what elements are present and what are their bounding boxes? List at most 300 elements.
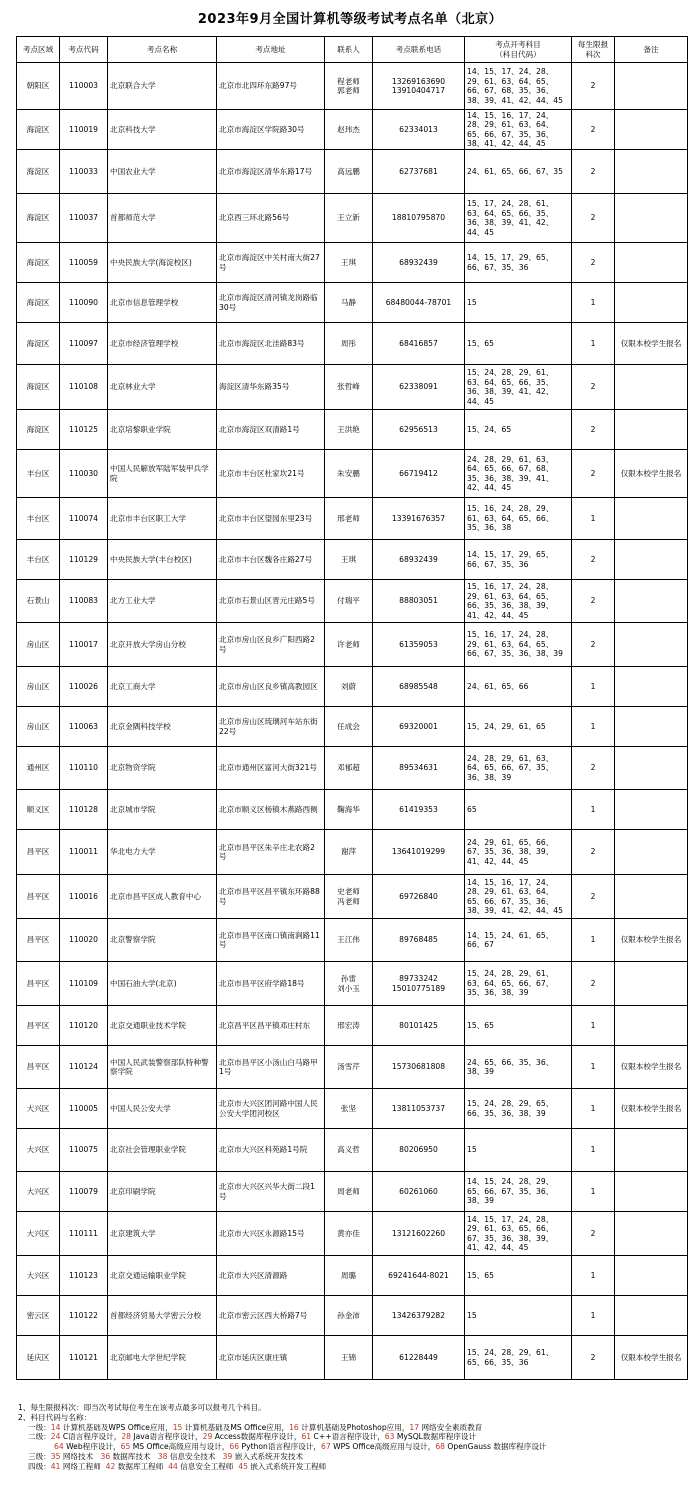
- subject-level-label: 一级：: [28, 1422, 51, 1432]
- cell-subjects: 15、24、28、29、65、66、35、36、38、39: [465, 1089, 572, 1129]
- cell-address: 北京市丰台区杜家坎21号: [217, 450, 325, 498]
- cell-subjects: 14、15、16、17、24、28、29、61、63、64、65、66、67、35、36、38、41、42、44、45: [465, 110, 572, 150]
- subject-code: 41: [50, 1461, 61, 1471]
- subject-name: 数据库工程师: [115, 1461, 169, 1471]
- cell-note: [615, 1212, 688, 1256]
- cell-code: 110003: [60, 63, 108, 110]
- cell-address: 北京市昌平区朱辛庄北农路2号: [217, 830, 325, 875]
- cell-code: 110111: [60, 1212, 108, 1256]
- cell-code: 110109: [60, 962, 108, 1006]
- cell-note: [615, 1129, 688, 1172]
- cell-contact: 鞠海华: [325, 790, 373, 830]
- cell-limit: 2: [572, 1212, 615, 1256]
- subject-code: 16: [289, 1422, 299, 1432]
- notes-section: [18, 1403, 688, 1472]
- cell-site-name: 中国石油大学(北京): [108, 962, 217, 1006]
- cell-subjects: 65: [465, 790, 572, 830]
- cell-address: 北京市海淀区双清路1号: [217, 410, 325, 450]
- cell-address: 北京西三环北路56号: [217, 194, 325, 243]
- table-row: [17, 450, 688, 498]
- cell-area: 昌平区: [17, 830, 60, 875]
- cell-contact: 孙金沛: [325, 1296, 373, 1336]
- subject-name: Access数据库程序设计，: [212, 1432, 302, 1442]
- cell-code: 110033: [60, 150, 108, 194]
- cell-phone: 13121602260: [373, 1212, 465, 1256]
- cell-note: [615, 875, 688, 919]
- table-row: [17, 875, 688, 919]
- cell-limit: 2: [572, 365, 615, 410]
- cell-code: 110097: [60, 323, 108, 365]
- cell-contact: 马静: [325, 283, 373, 323]
- subject-code: 28: [121, 1432, 131, 1442]
- cell-phone: 66719412: [373, 450, 465, 498]
- table-row: [17, 1256, 688, 1296]
- cell-phone: 13641019299: [373, 830, 465, 875]
- subject-level-line: [18, 1462, 688, 1472]
- cell-code: 110011: [60, 830, 108, 875]
- subject-name: 信息安全技术: [167, 1451, 223, 1461]
- cell-limit: 2: [572, 194, 615, 243]
- cell-address: 北京市北四环东路97号: [217, 63, 325, 110]
- cell-subjects: 15: [465, 1129, 572, 1172]
- cell-site-name: 中央民族大学(丰台校区): [108, 540, 217, 580]
- cell-area: 海淀区: [17, 323, 60, 365]
- cell-address: 北京市丰台区望园东里23号: [217, 498, 325, 540]
- cell-area: 丰台区: [17, 540, 60, 580]
- cell-site-name: 北京联合大学: [108, 63, 217, 110]
- cell-note: [615, 1296, 688, 1336]
- subject-level-line: [18, 1423, 688, 1433]
- cell-area: 朝阳区: [17, 63, 60, 110]
- cell-area: 延庆区: [17, 1336, 60, 1380]
- cell-note: 仅限本校学生报名: [615, 323, 688, 365]
- cell-address: 北京市大兴区兴华大街二段1号: [217, 1172, 325, 1212]
- cell-site-name: 北京市经济管理学校: [108, 323, 217, 365]
- cell-subjects: 15、16、24、28、29、61、63、64、65、66、35、36、38: [465, 498, 572, 540]
- cell-site-name: 北京邮电大学世纪学院: [108, 1336, 217, 1380]
- cell-contact: 许老师: [325, 623, 373, 667]
- cell-phone: 89534631: [373, 747, 465, 790]
- cell-note: 仅限本校学生报名: [615, 1046, 688, 1089]
- subject-code: 45: [238, 1461, 248, 1471]
- cell-site-name: 中国人民公安大学: [108, 1089, 217, 1129]
- cell-limit: 2: [572, 150, 615, 194]
- subject-code: 15: [172, 1422, 183, 1432]
- cell-contact: 张哲峰: [325, 365, 373, 410]
- cell-area: 房山区: [17, 667, 60, 707]
- cell-code: 110037: [60, 194, 108, 243]
- cell-site-name: 北京市丰台区职工大学: [108, 498, 217, 540]
- cell-phone: 89768485: [373, 919, 465, 962]
- cell-contact: 史老师 冯老师: [325, 875, 373, 919]
- cell-area: 丰台区: [17, 498, 60, 540]
- cell-limit: 2: [572, 540, 615, 580]
- cell-area: 海淀区: [17, 283, 60, 323]
- header-phone: 考点联系电话: [373, 37, 465, 63]
- cell-site-name: 北京警察学院: [108, 919, 217, 962]
- note-limit-explanation: 1、每生限报科次：即当次考试每位考生在该考点最多可以报考几个科目。: [18, 1403, 266, 1412]
- header-name: 考点名称: [108, 37, 217, 63]
- cell-limit: 2: [572, 875, 615, 919]
- subject-name: 网络安全素质教育: [419, 1422, 483, 1432]
- table-row: [17, 194, 688, 243]
- cell-code: 110083: [60, 580, 108, 623]
- cell-note: [615, 623, 688, 667]
- cell-phone: 68416857: [373, 323, 465, 365]
- cell-area: 通州区: [17, 747, 60, 790]
- note-subject-codes-heading: 2、科目代码与名称：: [18, 1412, 92, 1422]
- cell-phone: 68985548: [373, 667, 465, 707]
- cell-note: [615, 1006, 688, 1046]
- cell-contact: 王锦: [325, 1336, 373, 1380]
- cell-contact: 邓郁超: [325, 747, 373, 790]
- cell-limit: 1: [572, 1256, 615, 1296]
- cell-limit: 2: [572, 623, 615, 667]
- table-row: [17, 623, 688, 667]
- cell-phone: 69726840: [373, 875, 465, 919]
- cell-note: 仅限本校学生报名: [615, 450, 688, 498]
- cell-subjects: 14、15、24、28、29、65、66、67、35、36、38、39: [465, 1172, 572, 1212]
- cell-contact: 周老师: [325, 1172, 373, 1212]
- cell-contact: 王琪: [325, 540, 373, 580]
- cell-site-name: 北方工业大学: [108, 580, 217, 623]
- table-row: [17, 1172, 688, 1212]
- subject-name: Web程序设计，: [63, 1442, 121, 1452]
- subject-code: 67: [320, 1442, 331, 1452]
- cell-code: 110122: [60, 1296, 108, 1336]
- cell-subjects: 14、15、17、29、65、66、67、35、36: [465, 540, 572, 580]
- cell-code: 110020: [60, 919, 108, 962]
- table-row: [17, 365, 688, 410]
- cell-area: 海淀区: [17, 410, 60, 450]
- cell-limit: 2: [572, 580, 615, 623]
- cell-phone: 61228449: [373, 1336, 465, 1380]
- cell-subjects: 14、15、24、61、65、66、67: [465, 919, 572, 962]
- cell-site-name: 华北电力大学: [108, 830, 217, 875]
- cell-subjects: 15、24、28、29、61、65、66、35、36: [465, 1336, 572, 1380]
- subject-level-label: 四级：: [28, 1461, 51, 1471]
- cell-subjects: 15、24、28、29、61、63、64、65、66、67、35、36、38、39: [465, 962, 572, 1006]
- cell-limit: 1: [572, 1296, 615, 1336]
- cell-code: 110090: [60, 283, 108, 323]
- header-limit: 每生限报 科次: [572, 37, 615, 63]
- cell-subjects: 14、15、17、29、65、66、67、35、36: [465, 243, 572, 283]
- cell-area: 房山区: [17, 707, 60, 747]
- cell-code: 110121: [60, 1336, 108, 1380]
- subject-name: 嵌入式系统开发技术: [232, 1451, 304, 1461]
- cell-note: [615, 540, 688, 580]
- cell-note: [615, 747, 688, 790]
- cell-contact: 周璐: [325, 1256, 373, 1296]
- subject-code: 38: [157, 1451, 168, 1461]
- cell-site-name: 北京市信息管理学校: [108, 283, 217, 323]
- cell-subjects: 15、16、17、24、28、29、61、63、64、65、66、67、35、36、38、39: [465, 623, 572, 667]
- cell-phone: 69320001: [373, 707, 465, 747]
- header-contact: 联系人: [325, 37, 373, 63]
- cell-phone: 13391676357: [373, 498, 465, 540]
- cell-limit: 2: [572, 962, 615, 1006]
- table-row: [17, 1212, 688, 1256]
- cell-limit: 1: [572, 323, 615, 365]
- cell-area: 海淀区: [17, 110, 60, 150]
- cell-limit: 2: [572, 110, 615, 150]
- cell-site-name: 北京印刷学院: [108, 1172, 217, 1212]
- cell-subjects: 15: [465, 1296, 572, 1336]
- subject-name: OpenGauss 数据库程序设计: [444, 1442, 547, 1452]
- cell-phone: 62334013: [373, 110, 465, 150]
- subject-name: Python语言程序设计，: [239, 1442, 321, 1452]
- cell-contact: 赵玮杰: [325, 110, 373, 150]
- cell-limit: 2: [572, 410, 615, 450]
- subject-name: 嵌入式系统开发工程师: [247, 1461, 327, 1471]
- subject-code-list: [18, 1423, 688, 1472]
- cell-code: 110125: [60, 410, 108, 450]
- subject-code: 36: [100, 1451, 111, 1461]
- cell-phone: 62956513: [373, 410, 465, 450]
- cell-subjects: 14、15、17、24、28、29、61、63、64、65、66、67、68、35、36、38、39、41、42、44、45: [465, 63, 572, 110]
- cell-note: [615, 830, 688, 875]
- cell-limit: 1: [572, 1046, 615, 1089]
- cell-code: 110005: [60, 1089, 108, 1129]
- cell-code: 110059: [60, 243, 108, 283]
- cell-subjects: 15、24、28、29、61、63、64、65、66、35、36、38、39、41、42、44、45: [465, 365, 572, 410]
- cell-contact: 刘蔚: [325, 667, 373, 707]
- cell-limit: 2: [572, 450, 615, 498]
- cell-site-name: 北京社会管理职业学院: [108, 1129, 217, 1172]
- cell-contact: 王琪: [325, 243, 373, 283]
- cell-address: 北京市海淀区北洼路83号: [217, 323, 325, 365]
- cell-address: 北京市石景山区晋元庄路5号: [217, 580, 325, 623]
- cell-limit: 1: [572, 1006, 615, 1046]
- cell-code: 110075: [60, 1129, 108, 1172]
- cell-note: [615, 790, 688, 830]
- cell-contact: 王立新: [325, 194, 373, 243]
- table-row: [17, 283, 688, 323]
- table-row: [17, 1046, 688, 1089]
- table-row: [17, 667, 688, 707]
- table-row: [17, 919, 688, 962]
- cell-note: [615, 243, 688, 283]
- table-row: [17, 1336, 688, 1380]
- cell-phone: 88803051: [373, 580, 465, 623]
- cell-address: 北京市昌平区小汤山白马路甲1号: [217, 1046, 325, 1089]
- subject-name: MySQL数据库程序设计: [394, 1432, 477, 1442]
- cell-limit: 1: [572, 790, 615, 830]
- cell-phone: 18810795870: [373, 194, 465, 243]
- cell-note: 仅限本校学生报名: [615, 1336, 688, 1380]
- cell-contact: 邢宏涛: [325, 1006, 373, 1046]
- table-row: [17, 1006, 688, 1046]
- cell-subjects: 15、24、29、61、65: [465, 707, 572, 747]
- table-row: [17, 540, 688, 580]
- cell-area: 昌平区: [17, 875, 60, 919]
- cell-phone: 68480044-78701: [373, 283, 465, 323]
- header-area: 考点区域: [17, 37, 60, 63]
- subject-code: 63: [384, 1432, 395, 1442]
- table-row: [17, 1296, 688, 1336]
- cell-address: 北京市通州区富河大街321号: [217, 747, 325, 790]
- cell-code: 110063: [60, 707, 108, 747]
- subject-code: 64: [54, 1442, 64, 1452]
- cell-site-name: 北京开放大学房山分校: [108, 623, 217, 667]
- cell-limit: 1: [572, 283, 615, 323]
- cell-phone: 62737681: [373, 150, 465, 194]
- subject-code: 68: [435, 1442, 445, 1452]
- subject-name: 计算机基础及WPS Office应用，: [60, 1422, 173, 1432]
- subject-name: C++语言程序设计，: [311, 1432, 385, 1442]
- cell-area: 海淀区: [17, 365, 60, 410]
- cell-contact: 王洪艳: [325, 410, 373, 450]
- cell-address: 北京市海淀区清河镇龙岗路临30号: [217, 283, 325, 323]
- cell-contact: 任成会: [325, 707, 373, 747]
- header-note: 备注: [615, 37, 688, 63]
- cell-note: [615, 283, 688, 323]
- cell-address: 北京昌平区昌平镇邓庄村东: [217, 1006, 325, 1046]
- cell-site-name: 北京交通运输职业学院: [108, 1256, 217, 1296]
- cell-note: [615, 667, 688, 707]
- cell-limit: 1: [572, 667, 615, 707]
- subject-code: 29: [202, 1432, 213, 1442]
- cell-area: 昌平区: [17, 919, 60, 962]
- cell-subjects: 24、28、29、61、63、64、65、66、67、35、36、38、39: [465, 747, 572, 790]
- cell-area: 房山区: [17, 623, 60, 667]
- subject-name: WPS Office高级应用与设计，: [330, 1442, 436, 1452]
- cell-code: 110108: [60, 365, 108, 410]
- cell-site-name: 北京交通职业技术学院: [108, 1006, 217, 1046]
- cell-area: 海淀区: [17, 194, 60, 243]
- cell-note: 仅限本校学生报名: [615, 919, 688, 962]
- table-header-row: [17, 37, 688, 63]
- exam-site-table: [16, 36, 688, 1380]
- cell-site-name: 北京科技大学: [108, 110, 217, 150]
- table-row: [17, 323, 688, 365]
- cell-site-name: 北京工商大学: [108, 667, 217, 707]
- cell-site-name: 北京林业大学: [108, 365, 217, 410]
- cell-subjects: 24、61、65、66: [465, 667, 572, 707]
- cell-area: 昌平区: [17, 1046, 60, 1089]
- subject-code: 14: [50, 1422, 61, 1432]
- cell-code: 110110: [60, 747, 108, 790]
- cell-area: 大兴区: [17, 1089, 60, 1129]
- cell-subjects: 15、65: [465, 323, 572, 365]
- cell-phone: 80206950: [373, 1129, 465, 1172]
- cell-code: 110129: [60, 540, 108, 580]
- cell-site-name: 首都经济贸易大学密云分校: [108, 1296, 217, 1336]
- cell-code: 110123: [60, 1256, 108, 1296]
- cell-note: [615, 962, 688, 1006]
- cell-phone: 13269163690 13910404717: [373, 63, 465, 110]
- subject-code: 24: [50, 1432, 61, 1442]
- cell-subjects: 24、29、61、65、66、67、35、36、38、39、41、42、44、45: [465, 830, 572, 875]
- cell-address: 北京市顺义区杨镇木燕路西侧: [217, 790, 325, 830]
- cell-area: 昌平区: [17, 962, 60, 1006]
- table-row: [17, 150, 688, 194]
- cell-address: 北京市大兴区科苑路1号院: [217, 1129, 325, 1172]
- cell-address: 北京市房山区良乡镇高教园区: [217, 667, 325, 707]
- table-row: [17, 63, 688, 110]
- subject-level-line: [18, 1442, 688, 1452]
- cell-contact: 王江伟: [325, 919, 373, 962]
- cell-phone: 61359053: [373, 623, 465, 667]
- cell-area: 密云区: [17, 1296, 60, 1336]
- cell-note: [615, 194, 688, 243]
- subject-code: 17: [409, 1422, 420, 1432]
- cell-area: 顺义区: [17, 790, 60, 830]
- cell-limit: 1: [572, 1172, 615, 1212]
- cell-phone: 89733242 15010775189: [373, 962, 465, 1006]
- cell-address: 北京市丰台区魏各庄路27号: [217, 540, 325, 580]
- cell-area: 昌平区: [17, 1006, 60, 1046]
- table-row: [17, 1129, 688, 1172]
- cell-area: 大兴区: [17, 1256, 60, 1296]
- cell-address: 北京市大兴区清源路: [217, 1256, 325, 1296]
- cell-phone: 69241644-8021: [373, 1256, 465, 1296]
- cell-phone: 15730681808: [373, 1046, 465, 1089]
- cell-address: 北京市海淀区清华东路17号: [217, 150, 325, 194]
- table-row: [17, 410, 688, 450]
- cell-subjects: 15、65: [465, 1006, 572, 1046]
- table-row: [17, 747, 688, 790]
- subject-name: 计算机基础及MS Office应用，: [182, 1422, 290, 1432]
- header-address: 考点地址: [217, 37, 325, 63]
- cell-address: 北京市昌平区南口镇南涧路11号: [217, 919, 325, 962]
- subject-code: 42: [105, 1461, 116, 1471]
- cell-phone: 68932439: [373, 243, 465, 283]
- cell-code: 110074: [60, 498, 108, 540]
- table-row: [17, 243, 688, 283]
- cell-address: 北京市大兴区永源路15号: [217, 1212, 325, 1256]
- cell-note: [615, 580, 688, 623]
- cell-limit: 2: [572, 830, 615, 875]
- table-row: [17, 498, 688, 540]
- cell-address: 北京市海淀区中关村南大街27号: [217, 243, 325, 283]
- cell-code: 110030: [60, 450, 108, 498]
- subject-name: 计算机基础及Photoshop应用，: [298, 1422, 410, 1432]
- cell-address: 北京市昌平区昌平镇东环路88号: [217, 875, 325, 919]
- cell-note: [615, 410, 688, 450]
- table-row: [17, 707, 688, 747]
- cell-phone: 13811053737: [373, 1089, 465, 1129]
- cell-site-name: 北京物资学院: [108, 747, 217, 790]
- cell-area: 海淀区: [17, 150, 60, 194]
- table-row: [17, 830, 688, 875]
- cell-contact: 孙雷 刘小玉: [325, 962, 373, 1006]
- cell-address: 北京市昌平区府学路18号: [217, 962, 325, 1006]
- subject-code: 39: [222, 1451, 233, 1461]
- cell-limit: 1: [572, 919, 615, 962]
- cell-site-name: 北京城市学院: [108, 790, 217, 830]
- cell-limit: 1: [572, 498, 615, 540]
- cell-subjects: 14、15、17、24、28、29、61、63、65、66、67、35、36、38、39、41、42、44、45: [465, 1212, 572, 1256]
- cell-code: 110120: [60, 1006, 108, 1046]
- cell-site-name: 北京培黎职业学院: [108, 410, 217, 450]
- cell-address: 北京市房山区良乡广阳西路2号: [217, 623, 325, 667]
- cell-area: 大兴区: [17, 1172, 60, 1212]
- cell-site-name: 中国人民解放军陆军装甲兵学院: [108, 450, 217, 498]
- cell-subjects: 14、15、16、17、24、28、29、61、63、64、65、66、67、35、36、38、39、41、42、44、45: [465, 875, 572, 919]
- subject-code: 61: [301, 1432, 312, 1442]
- cell-note: [615, 498, 688, 540]
- subject-name: 网络工程师: [60, 1461, 106, 1471]
- table-row: [17, 110, 688, 150]
- cell-limit: 2: [572, 747, 615, 790]
- subject-code: 35: [50, 1451, 61, 1461]
- cell-site-name: 北京金隅科技学校: [108, 707, 217, 747]
- subject-name: Java语言程序设计，: [131, 1432, 203, 1442]
- cell-limit: 2: [572, 243, 615, 283]
- cell-contact: 张坚: [325, 1089, 373, 1129]
- cell-code: 110019: [60, 110, 108, 150]
